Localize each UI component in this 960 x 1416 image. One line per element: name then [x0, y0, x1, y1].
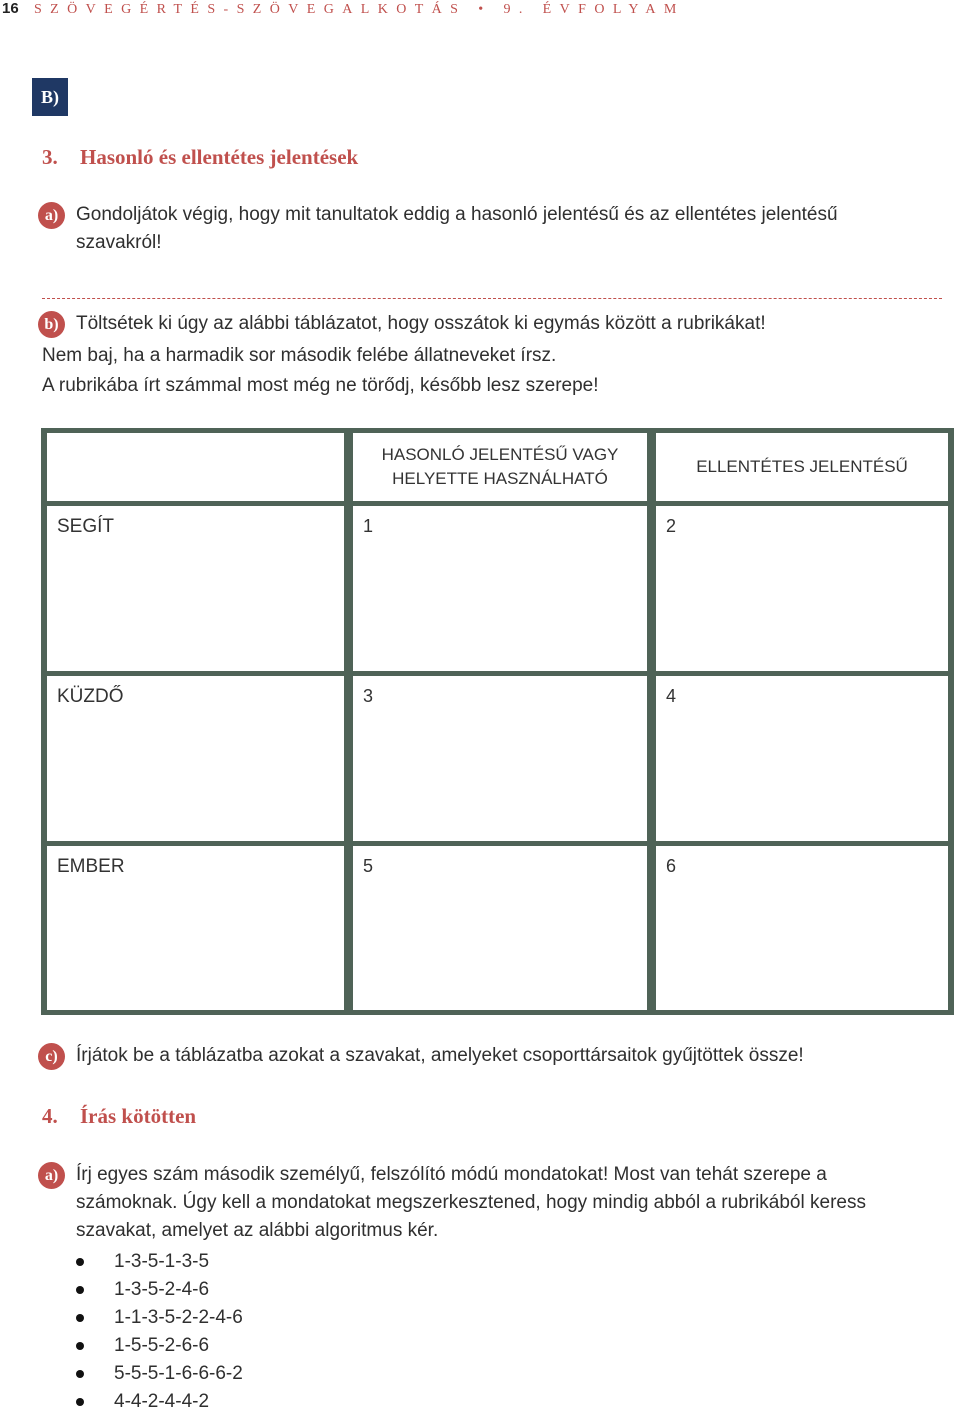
table-row-label: KÜZDŐ: [47, 676, 344, 841]
table-header-empty: [47, 433, 344, 501]
bullet-icon: [76, 1314, 84, 1322]
table-cell[interactable]: 6: [656, 846, 948, 1010]
sequence-text: 5-5-5-1-6-6-6-2: [114, 1363, 243, 1384]
list-item: [76, 1304, 243, 1332]
table-header-opposite: ELLENTÉTES JELENTÉSŰ: [656, 433, 948, 501]
sequence-text: 4-4-2-4-4-2: [114, 1391, 210, 1412]
table-header-similar: HASONLÓ JELENTÉSŰ VAGY HELYETTE HASZNÁLHATÓ: [353, 433, 647, 501]
table-cell[interactable]: 4: [656, 676, 948, 841]
task-4-heading: [42, 1104, 196, 1129]
table-row-label: EMBER: [47, 846, 344, 1010]
task-4-title: Írás kötötten: [80, 1104, 197, 1128]
list-item: [76, 1332, 243, 1360]
subtask-4a-line-2: számoknak. Úgy kell a mondatokat megszerkesztened, hogy mindig abból a rubrikából keress: [76, 1192, 866, 1213]
bullet-icon: [76, 1258, 84, 1266]
subtask-3b-line-3: A rubrikába írt számmal most még ne törődj, később lesz szerepe!: [42, 375, 599, 396]
sequence-text: 1-3-5-2-4-6: [114, 1279, 210, 1300]
subtask-4a-badge: a): [38, 1162, 65, 1189]
word-table: [41, 428, 954, 1015]
subtask-3c-text: Írjátok be a táblázatba azokat a szavakat, amelyeket csoporttársaitok gyűjtöttek össze!: [76, 1045, 804, 1066]
list-item: [76, 1360, 243, 1388]
subtask-3b-line-1: Töltsétek ki úgy az alábbi táblázatot, hogy osszátok ki egymás között a rubrikákat!: [76, 313, 766, 334]
task-3-number: 3.: [42, 145, 58, 169]
table-cell[interactable]: 3: [353, 676, 647, 841]
subtask-3a-badge: a): [38, 202, 65, 229]
subtask-3c-badge: c): [38, 1043, 65, 1070]
table-cell[interactable]: 5: [353, 846, 647, 1010]
subtask-3a-line-2: szavakról!: [76, 232, 162, 253]
bullet-icon: [76, 1370, 84, 1378]
list-item: [76, 1248, 243, 1276]
table-cell[interactable]: 1: [353, 506, 647, 671]
page-number: 16: [2, 0, 19, 17]
bullet-icon: [76, 1398, 84, 1406]
subtask-3b-line-2: Nem baj, ha a harmadik sor második felébe állatneveket írsz.: [42, 345, 557, 366]
subtask-3a-line-1: Gondoljátok végig, hogy mit tanultatok eddig a hasonló jelentésű és az ellentétes jelentésű: [76, 204, 838, 225]
sequence-text: 1-5-5-2-6-6: [114, 1335, 210, 1356]
task-4-number: 4.: [42, 1104, 58, 1128]
sequence-text: 1-3-5-1-3-5: [114, 1251, 210, 1272]
subtask-4a-line-1: Írj egyes szám második személyű, felszólító módú mondatokat! Most van tehát szerepe a: [76, 1164, 827, 1185]
table-cell[interactable]: 2: [656, 506, 948, 671]
section-badge: B): [32, 78, 68, 116]
subtask-3b-badge: b): [38, 311, 65, 338]
task-3-title: Hasonló és ellentétes jelentések: [80, 145, 359, 169]
bullet-icon: [76, 1286, 84, 1294]
dashed-divider: [42, 298, 942, 299]
list-item: [76, 1276, 243, 1304]
running-title: SZÖVEGÉRTÉS-SZÖVEGALKOTÁS • 9. ÉVFOLYAM: [34, 2, 685, 17]
algorithm-list: [76, 1248, 243, 1416]
task-3-heading: [42, 145, 358, 170]
sequence-text: 1-1-3-5-2-2-4-6: [114, 1307, 243, 1328]
table-row-label: SEGÍT: [47, 506, 344, 671]
bullet-icon: [76, 1342, 84, 1350]
subtask-4a-line-3: szavakat, amelyet az alábbi algoritmus kér.: [76, 1220, 439, 1241]
